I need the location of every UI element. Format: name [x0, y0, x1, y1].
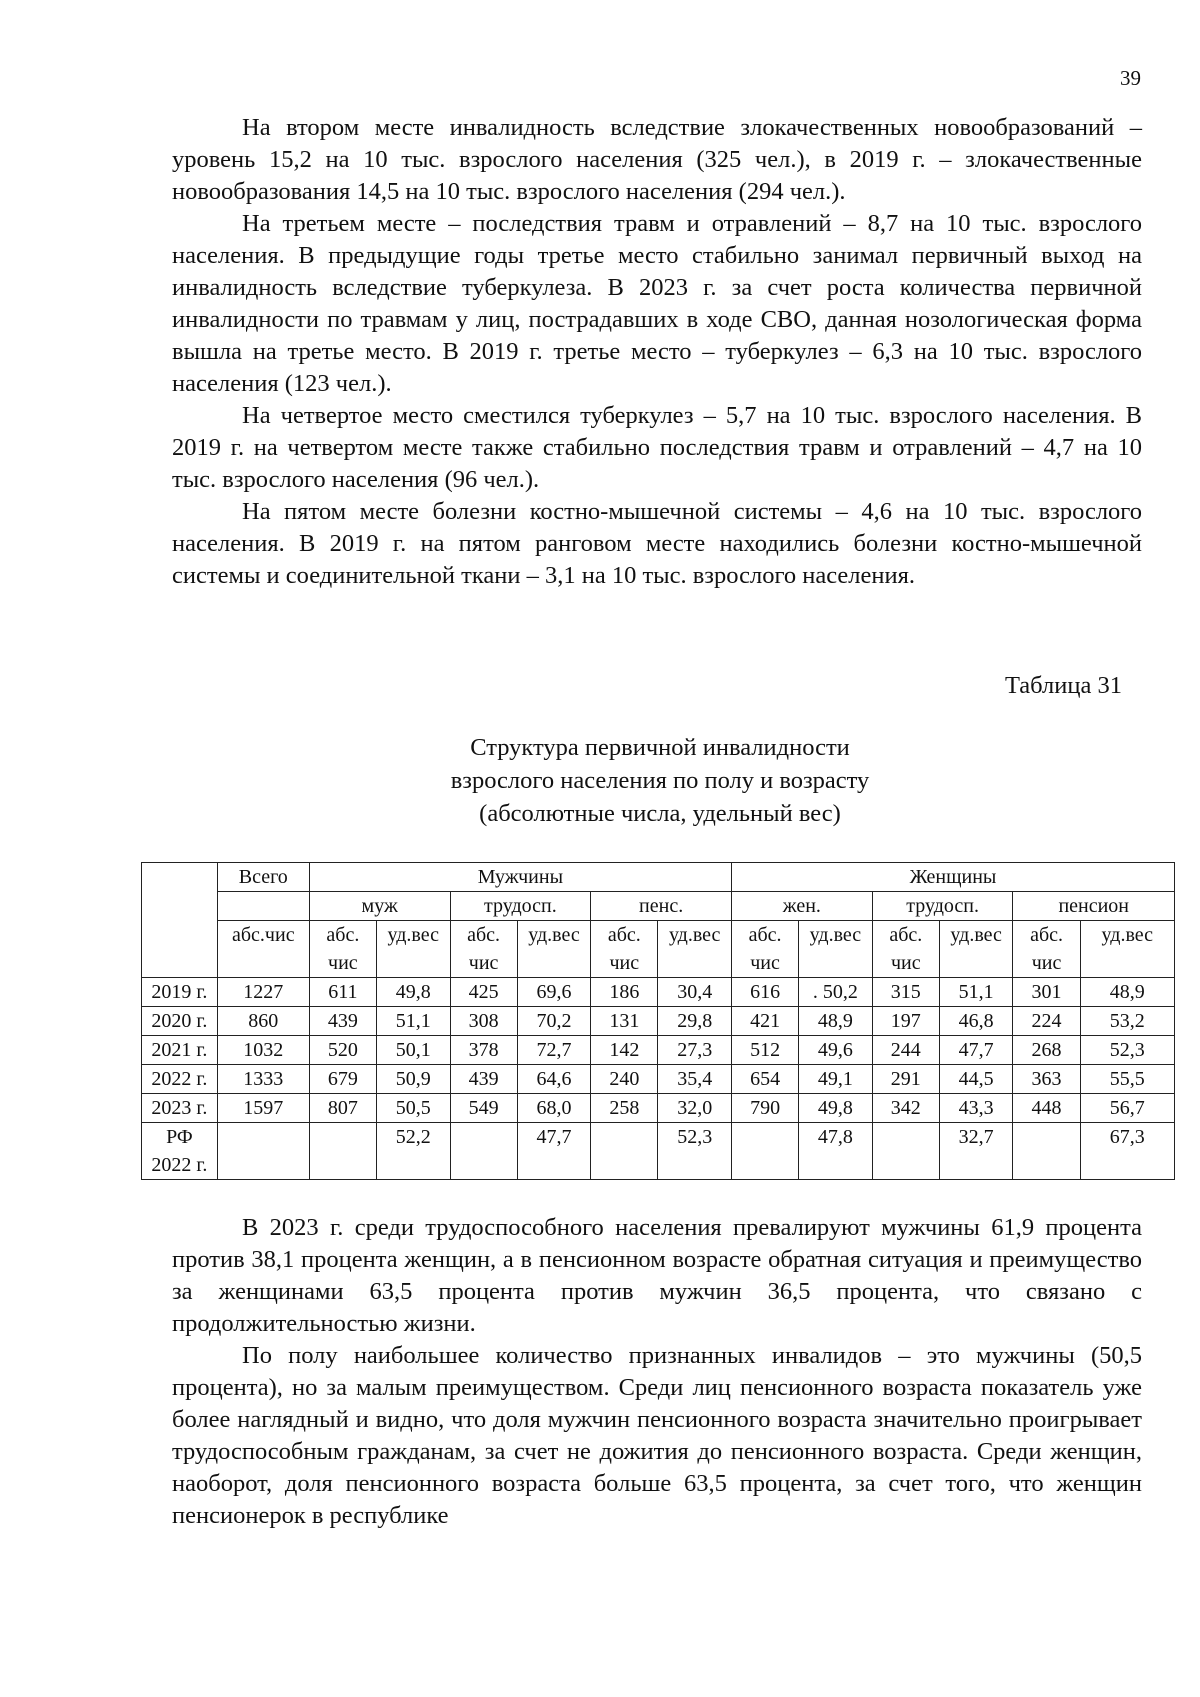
cell: 49,8 — [376, 978, 450, 1007]
header-abs-chis: абс.чис — [217, 921, 309, 978]
cell: 315 — [872, 978, 939, 1007]
cell: 48,9 — [799, 1007, 873, 1036]
cell: 64,6 — [517, 1065, 591, 1094]
cell: 52,3 — [1080, 1036, 1174, 1065]
header-udves: уд.вес — [658, 921, 732, 978]
disability-structure-table — [141, 862, 1175, 1180]
cell — [309, 1123, 376, 1180]
cell: 439 — [450, 1065, 517, 1094]
row-label: 2020 г. — [142, 1007, 218, 1036]
header-abs: абс. чис — [732, 921, 799, 978]
cell: 56,7 — [1080, 1094, 1174, 1123]
cell: 47,8 — [799, 1123, 873, 1180]
row-label-rf: РФ 2022 г. — [142, 1123, 218, 1180]
cell: 52,3 — [658, 1123, 732, 1180]
table-subheader-row — [142, 921, 1175, 978]
cell: 30,4 — [658, 978, 732, 1007]
cell: 1333 — [217, 1065, 309, 1094]
row-label: 2021 г. — [142, 1036, 218, 1065]
cell: 49,6 — [799, 1036, 873, 1065]
cell: 47,7 — [939, 1036, 1013, 1065]
table-title-line: (абсолютные числа, удельный вес) — [479, 800, 841, 827]
cell: 55,5 — [1080, 1065, 1174, 1094]
header-pension-women: пенсион — [1013, 892, 1175, 921]
cell: 1597 — [217, 1094, 309, 1123]
page-number: 39 — [1120, 66, 1141, 90]
cell: 421 — [732, 1007, 799, 1036]
table-header-row — [142, 863, 1175, 892]
table-header-row — [142, 892, 1175, 921]
cell: 69,6 — [517, 978, 591, 1007]
paragraph: По полу наибольшее количество признанных инвалидов – это мужчины (50,5 процента), но за малым преимуществом. Среди лиц пенсионного возраста показатель уже более наглядный и видно, что доля мужчин пенсионного возраста значительно проигрывает трудоспособным гражданам, за счет не дожития до пенсионного возраста. Среди женщин, наоборот, доля пенсионного возраста больше 63,5 процента, за счет того, что женщин пенсионерок в республике — [172, 1342, 1142, 1529]
cell — [450, 1123, 517, 1180]
header-men: Мужчины — [309, 863, 731, 892]
cell: 29,8 — [658, 1007, 732, 1036]
cell: 520 — [309, 1036, 376, 1065]
table-row — [142, 1065, 1175, 1094]
cell: 50,1 — [376, 1036, 450, 1065]
header-abs: абс. чис — [309, 921, 376, 978]
cell: 49,8 — [799, 1094, 873, 1123]
paragraph: На пятом месте болезни костно-мышечной системы – 4,6 на 10 тыс. взрослого населения. В 2019 г. на пятом ранговом месте находились болезни костно-мышечной системы и соединительной ткани – 3,1 на 10 тыс. взрослого населения. — [172, 498, 1142, 589]
table-title-line: Структура первичной инвалидности — [470, 734, 850, 761]
cell: 425 — [450, 978, 517, 1007]
header-trudosp-men: трудосп. — [450, 892, 591, 921]
cell: 49,1 — [799, 1065, 873, 1094]
header-abs: абс. чис — [591, 921, 658, 978]
cell: 790 — [732, 1094, 799, 1123]
cell — [872, 1123, 939, 1180]
cell: 611 — [309, 978, 376, 1007]
paragraph: На четвертое место сместился туберкулез – 5,7 на 10 тыс. взрослого населения. В 2019 г. на четвертом месте также стабильно последствия травм и отравлений – 4,7 на 10 тыс. взрослого населения (96 чел.). — [172, 402, 1142, 493]
cell: 363 — [1013, 1065, 1080, 1094]
cell — [591, 1123, 658, 1180]
header-trudosp-women: трудосп. — [872, 892, 1013, 921]
cell: 67,3 — [1080, 1123, 1174, 1180]
cell: 807 — [309, 1094, 376, 1123]
cell: 512 — [732, 1036, 799, 1065]
paragraph: В 2023 г. среди трудоспособного населения превалируют мужчины 61,9 процента против 38,1 процента женщин, а в пенсионном возрасте обратная ситуация и преимущество за женщинами 63,5 процента против мужчин 36,5 процента, что связано с продолжительностью жизни. — [172, 1214, 1142, 1337]
body-text-bottom — [172, 1212, 1142, 1532]
cell: 48,9 — [1080, 978, 1174, 1007]
cell: 378 — [450, 1036, 517, 1065]
cell: 46,8 — [939, 1007, 1013, 1036]
cell — [732, 1123, 799, 1180]
header-empty-cell — [217, 892, 309, 921]
table-title-line: взрослого населения по полу и возрасту — [450, 767, 870, 794]
cell: 186 — [591, 978, 658, 1007]
cell: 301 — [1013, 978, 1080, 1007]
header-pens-men: пенс. — [591, 892, 732, 921]
cell: 268 — [1013, 1036, 1080, 1065]
cell: 197 — [872, 1007, 939, 1036]
row-label: 2022 г. — [142, 1065, 218, 1094]
cell: 258 — [591, 1094, 658, 1123]
header-total: Всего — [217, 863, 309, 892]
paragraph: На третьем месте – последствия травм и отравлений – 8,7 на 10 тыс. взрослого населения. В предыдущие годы третье место стабильно занимал первичный выход на инвалидность вследствие туберкулеза. В 2023 г. за счет роста количества первичной инвалидности по травмам у лиц, пострадавших в ходе СВО, данная нозологическая форма вышла на третье место. В 2019 г. третье место – туберкулез – 6,3 на 10 тыс. взрослого населения (123 чел.). — [172, 210, 1142, 397]
cell: 131 — [591, 1007, 658, 1036]
table-corner-cell — [142, 863, 218, 978]
cell: 616 — [732, 978, 799, 1007]
cell: 47,7 — [517, 1123, 591, 1180]
cell: 51,1 — [939, 978, 1013, 1007]
cell: 1227 — [217, 978, 309, 1007]
cell: 72,7 — [517, 1036, 591, 1065]
cell: 439 — [309, 1007, 376, 1036]
cell — [217, 1123, 309, 1180]
header-abs: абс. чис — [450, 921, 517, 978]
cell: 32,7 — [939, 1123, 1013, 1180]
table-row — [142, 1094, 1175, 1123]
cell: 142 — [591, 1036, 658, 1065]
cell: 679 — [309, 1065, 376, 1094]
cell: 342 — [872, 1094, 939, 1123]
cell: 448 — [1013, 1094, 1080, 1123]
header-zhen: жен. — [732, 892, 873, 921]
table-row — [142, 1036, 1175, 1065]
cell: 1032 — [217, 1036, 309, 1065]
table-row — [142, 1007, 1175, 1036]
cell: 68,0 — [517, 1094, 591, 1123]
header-udves: уд.вес — [376, 921, 450, 978]
cell: 860 — [217, 1007, 309, 1036]
table-title — [300, 731, 1020, 830]
cell: 240 — [591, 1065, 658, 1094]
cell: . 50,2 — [799, 978, 873, 1007]
header-udves: уд.вес — [799, 921, 873, 978]
cell: 35,4 — [658, 1065, 732, 1094]
cell: 52,2 — [376, 1123, 450, 1180]
cell: 51,1 — [376, 1007, 450, 1036]
body-text-top — [172, 112, 1142, 592]
cell: 70,2 — [517, 1007, 591, 1036]
row-label: 2019 г. — [142, 978, 218, 1007]
cell: 291 — [872, 1065, 939, 1094]
header-women: Женщины — [732, 863, 1175, 892]
table-row-rf — [142, 1123, 1175, 1180]
cell: 654 — [732, 1065, 799, 1094]
header-muzh: муж — [309, 892, 450, 921]
cell: 549 — [450, 1094, 517, 1123]
table-row — [142, 978, 1175, 1007]
header-udves: уд.вес — [517, 921, 591, 978]
cell: 50,5 — [376, 1094, 450, 1123]
cell — [1013, 1123, 1080, 1180]
cell: 43,3 — [939, 1094, 1013, 1123]
header-udves: уд.вес — [1080, 921, 1174, 978]
header-udves: уд.вес — [939, 921, 1013, 978]
cell: 44,5 — [939, 1065, 1013, 1094]
cell: 32,0 — [658, 1094, 732, 1123]
paragraph: На втором месте инвалидность вследствие злокачественных новообразований – уровень 15,2 на 10 тыс. взрослого населения (325 чел.), в 2019 г. – злокачественные новообразования 14,5 на 10 тыс. взрослого населения (294 чел.). — [172, 114, 1142, 205]
cell: 224 — [1013, 1007, 1080, 1036]
row-label: 2023 г. — [142, 1094, 218, 1123]
header-abs: абс. чис — [1013, 921, 1080, 978]
cell: 53,2 — [1080, 1007, 1174, 1036]
cell: 308 — [450, 1007, 517, 1036]
cell: 27,3 — [658, 1036, 732, 1065]
cell: 244 — [872, 1036, 939, 1065]
cell: 50,9 — [376, 1065, 450, 1094]
table-number: Таблица 31 — [1004, 672, 1122, 699]
header-abs: абс. чис — [872, 921, 939, 978]
